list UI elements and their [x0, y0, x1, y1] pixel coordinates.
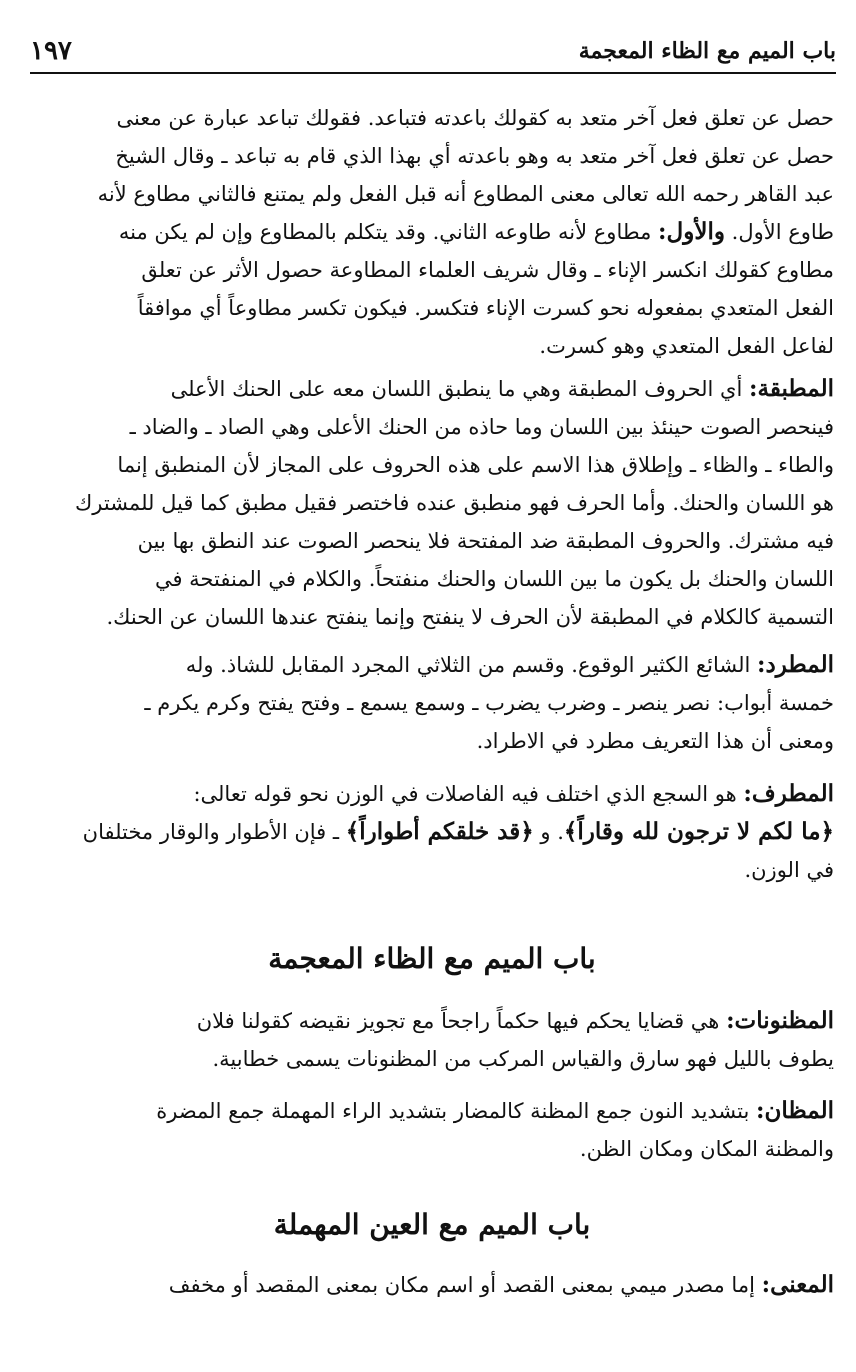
text-line [30, 213, 834, 251]
term-al-awwal: والأول: [658, 218, 725, 245]
text-line: يطوف بالليل فهو سارق والقياس المركب من المظنونات يسمى خطابية. [212, 1047, 834, 1071]
text-line: الفعل المتعدي بمفعوله نحو كسرت الإناء فتكسر. فيكون تكسر مطاوعاً أي موافقاً [137, 296, 834, 320]
entry-mutbaqa [30, 370, 834, 636]
section-heading: باب الميم مع الظاء المعجمة [268, 942, 596, 975]
text-line: والمظنة المكان ومكان الظن. [579, 1137, 834, 1161]
page-number: ١٩٧ [30, 36, 72, 66]
text-line: خمسة أبواب: نصر ينصر ـ وضرب يضرب ـ وسمع يسمع ـ وفتح يفتح وكرم يكرم ـ [144, 691, 834, 715]
entry-muttarid [30, 646, 834, 760]
text-segment: طاوع الأول. [731, 220, 834, 244]
text-segment: هو السجع الذي اختلف فيه الفاصلات في الوزن نحو قوله تعالى: [193, 782, 737, 806]
entry-term: المطرد: [757, 651, 834, 678]
entry-term: المعنى: [761, 1271, 834, 1298]
entry-maznunat [30, 1002, 834, 1078]
text-line: فيه مشترك. والحروف المطبقة ضد المفتحة فلا ينحصر الصوت عند النطق بها بين [137, 529, 834, 553]
running-head-title: باب الميم مع الظاء المعجمة [578, 38, 836, 64]
text-line: التسمية كالكلام في المطبقة لأن الحرف لا ينفتح وإنما ينفتح عندها اللسان عن الحنك. [106, 605, 834, 629]
text-segment: الشائع الكثير الوقوع. وقسم من الثلاثي المجرد المقابل للشاذ. وله [185, 653, 751, 677]
entry-maana [30, 1266, 834, 1304]
quran-quote: ﴿ما لكم لا ترجون لله وقاراً﴾ [563, 818, 834, 845]
text-line: مطاوع كقولك انكسر الإناء ـ وقال شريف العلماء المطاوعة حصول الأثر عن تعلق [141, 258, 834, 282]
text-line: فينحصر الصوت حينئذ بين اللسان وما حاذه من الحنك الأعلى وهي الصاد ـ والضاد ـ [129, 415, 834, 439]
entry-mazan [30, 1092, 834, 1168]
text-line [30, 1266, 834, 1304]
text-line [30, 1002, 834, 1040]
text-line [30, 646, 834, 684]
entry-term: المظان: [756, 1097, 834, 1124]
text-segment: مطاوع لأنه طاوعه الثاني. وقد يتكلم بالمطاوع وإن لم يكن منه [118, 220, 652, 244]
text-line: هو اللسان والحنك. وأما الحرف فهو منطبق عنده فاختصر فقيل مطبق كما قيل للمشترك [74, 491, 834, 515]
section-heading: باب الميم مع العين المهملة [273, 1208, 591, 1241]
text-line: لفاعل الفعل المتعدي وهو كسرت. [539, 334, 834, 358]
text-segment: ـ فإن الأطوار والوقار مختلفان [82, 820, 340, 844]
text-segment: بتشديد النون جمع المظنة كالمضار بتشديد الراء المهملة جمع المضرة [156, 1099, 750, 1123]
text-line: حصل عن تعلق فعل آخر متعد به وهو باعدته أي بهذا الذي قام به تباعد ـ وقال الشيخ [115, 144, 834, 168]
paragraph-mutawa [30, 99, 834, 365]
entry-term: المطبقة: [749, 375, 834, 402]
entry-term: المظنونات: [726, 1007, 834, 1034]
text-line: عبد القاهر رحمه الله تعالى معنى المطاوع أنه قبل الفعل ولم يمتنع فالثاني مطاوع لأنه [97, 182, 834, 206]
text-segment: إما مصدر ميمي بمعنى القصد أو اسم مكان بمعنى المقصد أو مخفف [168, 1273, 755, 1297]
text-segment: أي الحروف المطبقة وهي ما ينطبق اللسان معه على الحنك الأعلى [170, 377, 743, 401]
text-line [30, 1092, 834, 1130]
text-line: حصل عن تعلق فعل آخر متعد به كقولك باعدته فتباعد. فقولك تباعد عبارة عن معنى [116, 106, 834, 130]
text-line: في الوزن. [744, 858, 834, 882]
text-line: والطاء ـ والظاء ـ وإطلاق هذا الاسم على هذه الحروف على المجاز لأن المنطبق إنما [117, 453, 834, 477]
running-head [30, 36, 836, 74]
entry-mutarraf [30, 775, 834, 889]
quran-quote: ﴿قد خلقكم أطواراً﴾ [345, 818, 534, 845]
text-segment: . و [540, 820, 564, 844]
text-line [30, 813, 834, 851]
text-line: ومعنى أن هذا التعريف مطرد في الاطراد. [476, 729, 834, 753]
text-line: اللسان والحنك بل يكون ما بين اللسان والحنك منفتحاً. والكلام في المنفتحة في [154, 567, 834, 591]
text-segment: هي قضايا يحكم فيها حكماً راجحاً مع تجويز نقيضه كقولنا فلان [196, 1009, 720, 1033]
text-line [30, 775, 834, 813]
text-line [30, 370, 834, 408]
entry-term: المطرف: [743, 780, 834, 807]
